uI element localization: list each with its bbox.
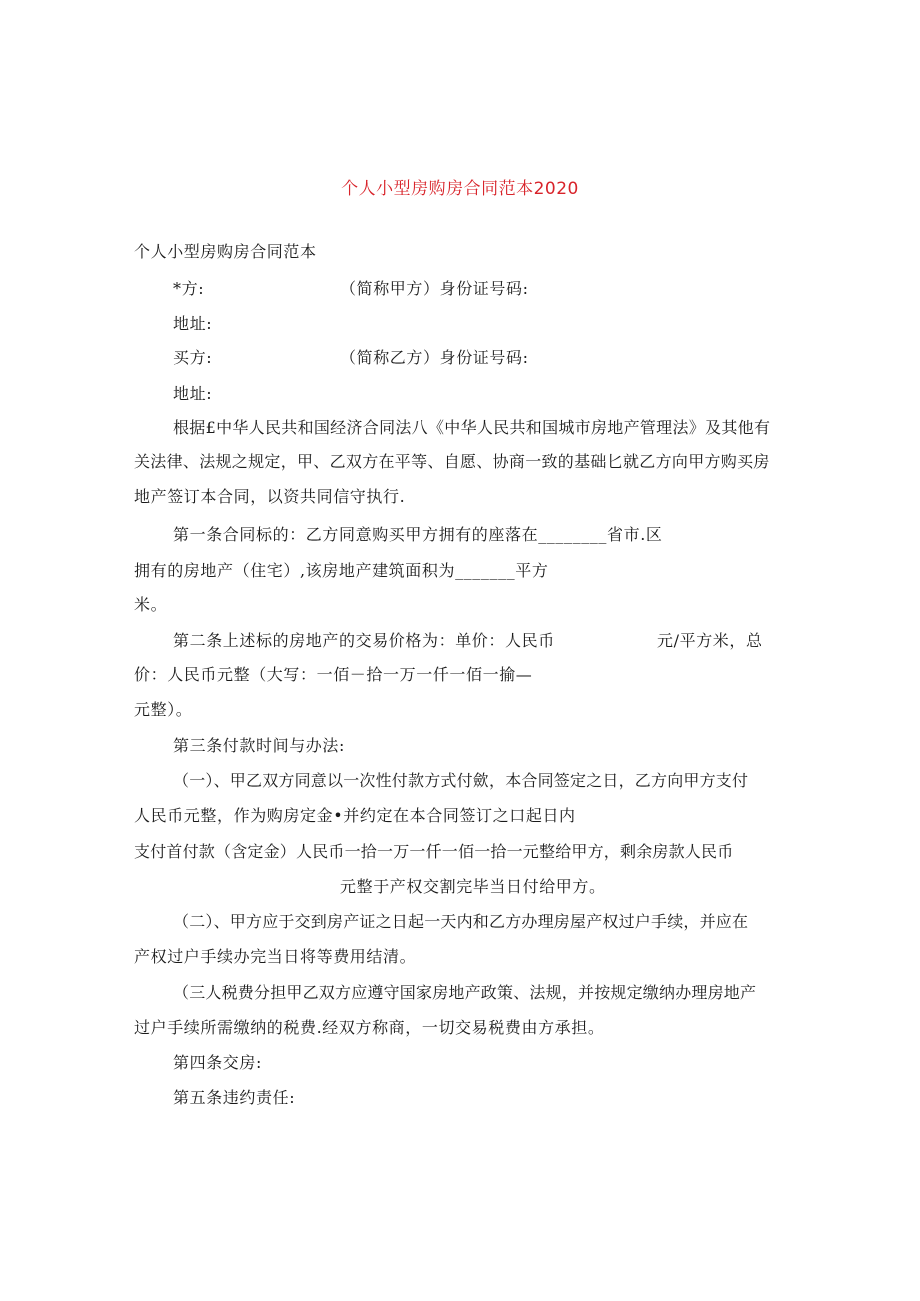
article-3-3-line-1: （三人税费分担甲乙双方应遵守国家房地产政策、法规，并按规定缴纳办理房地产	[173, 983, 757, 1002]
buyer-address-label: 地址:	[173, 384, 213, 403]
article-3-1-line-4: 元整于产权交割完毕当日付给甲方。	[340, 877, 606, 896]
article-2-line-3: 元整）。	[134, 700, 193, 719]
article-5-heading: 第五条违约责任:	[173, 1088, 296, 1107]
article-2-line-1b: 元/平方米，总	[657, 631, 763, 650]
article-3-1-line-3: 支付首付款（含定金）人民币一拾一万一仟一佰一拾一元整给甲方，剩余房款人民币	[134, 842, 734, 861]
article-1-line-1: 第一条合同标的：乙方同意购买甲方拥有的座落在________省市.区	[173, 525, 663, 544]
contract-subtitle: 个人小型房购房合同范本	[134, 242, 317, 261]
document-title: 个人小型房购房合同范本2020	[341, 179, 579, 199]
article-3-1-line-1: （一）、甲乙双方同意以一次性付款方式付歛，本合同签定之日，乙方向甲方支付	[173, 771, 749, 790]
article-3-3-line-2: 过户手续所需缴纳的税费.经双方称商，一切交易税费由方承担。	[134, 1018, 605, 1037]
article-2-line-2: 价：人民币元整（大写：一佰－拾一万一仟一佰一揄—	[134, 665, 533, 684]
preamble-line-1: 根据£中华人民共和国经济合同法八《中华人民共和国城市房地产管理法》及其他有	[173, 418, 771, 437]
article-3-heading: 第三条付款时间与办法:	[173, 736, 345, 755]
article-2-line-1a: 第二条上述标的房地产的交易价格为：单价：人民币	[173, 631, 555, 650]
article-4-heading: 第四条交房:	[173, 1053, 262, 1072]
article-1-line-2: 拥有的房地产（住宅）,该房地产建筑面积为_______平方	[134, 561, 549, 580]
preamble-line-2: 关法律、法规之规定，甲、乙双方在平等、自愿、协商一致的基础匕就乙方向甲方购买房	[134, 452, 770, 471]
seller-info: （简称甲方）身份证号码:	[340, 279, 529, 298]
article-3-2-line-2: 产权过户手续办完当日将等费用结清。	[134, 947, 417, 966]
article-1-line-3: 米。	[134, 595, 168, 614]
buyer-info: （简称乙方）身份证号码:	[340, 348, 529, 367]
preamble-line-3: 地产签订本合同，以资共同信守执行.	[134, 487, 406, 506]
seller-address-label: 地址:	[173, 314, 213, 333]
buyer-label: 买方:	[173, 348, 213, 367]
seller-label: *方:	[173, 279, 205, 298]
article-3-2-line-1: （二）、甲方应于交到房产证之日起一天内和乙方办理房屋产权过户手续，并应在	[173, 912, 749, 931]
article-3-1-line-2: 人民币元整，作为购房定金•并约定在本合同签订之口起日内	[134, 806, 576, 825]
